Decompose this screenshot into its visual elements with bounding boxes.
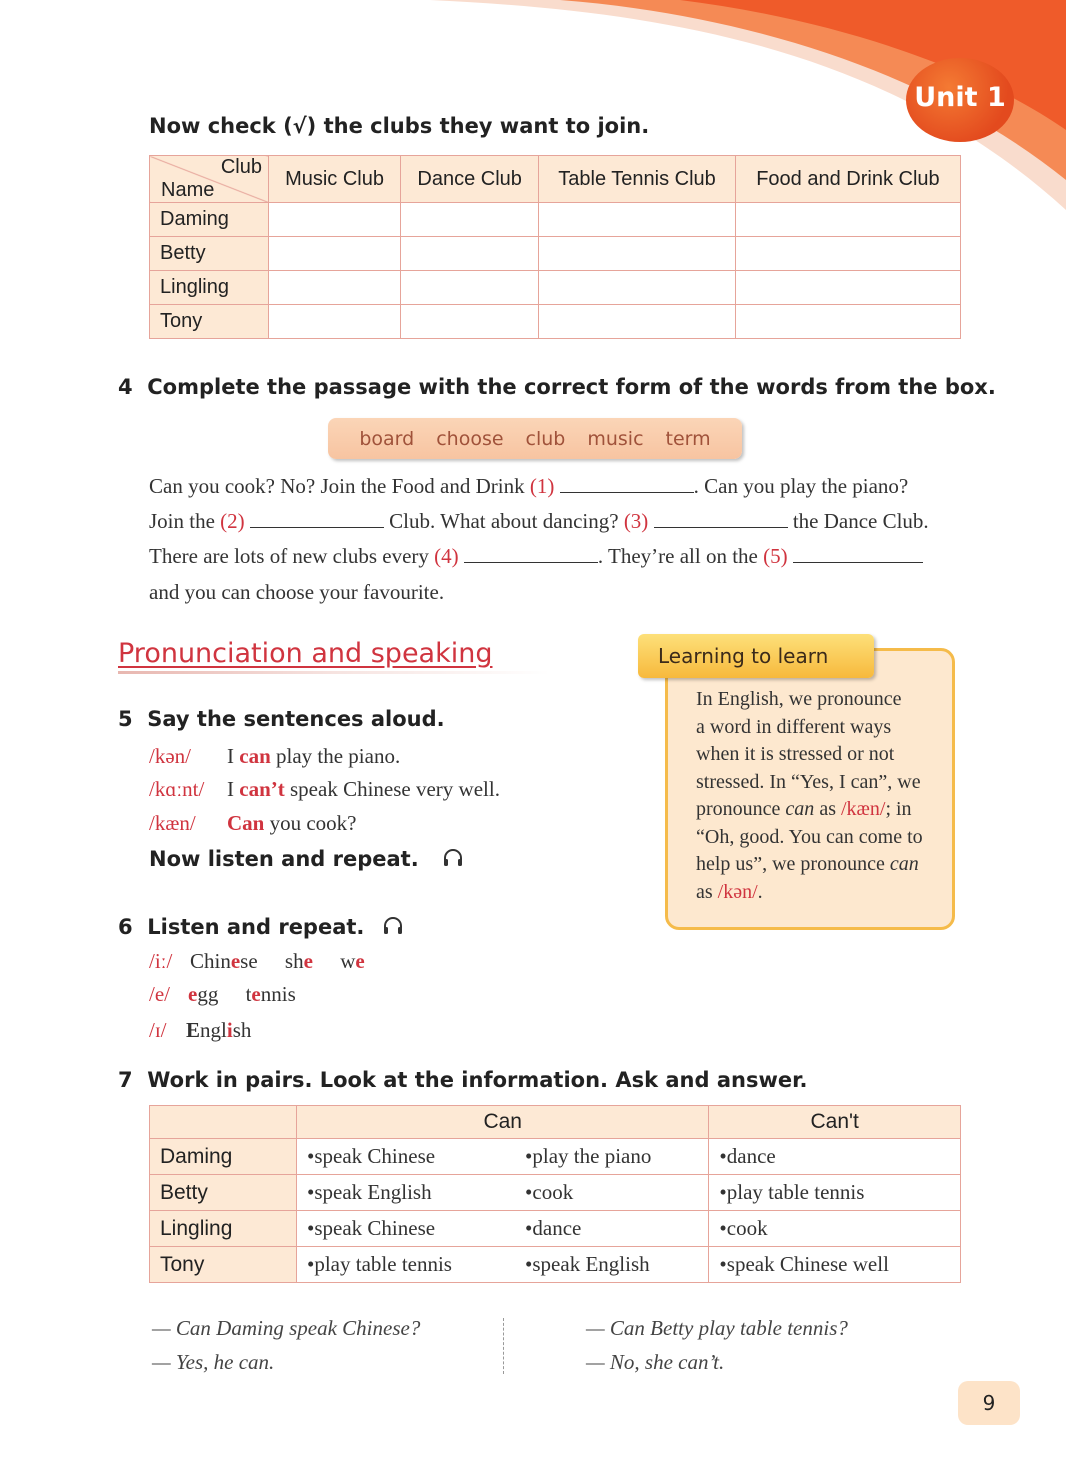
pron-row bbox=[149, 811, 357, 836]
column-header: Dance Club bbox=[401, 156, 539, 203]
check-cell[interactable] bbox=[735, 203, 960, 237]
text: I bbox=[227, 744, 240, 768]
dialog-divider bbox=[503, 1318, 504, 1374]
dialog-question-right: — Can Betty play table tennis? bbox=[586, 1316, 848, 1340]
check-cell[interactable] bbox=[401, 203, 539, 237]
text: t bbox=[245, 982, 252, 1006]
sound-letter: e bbox=[188, 982, 198, 1006]
text: you cook? bbox=[264, 811, 357, 835]
answer-blank-2[interactable] bbox=[250, 509, 384, 528]
text: E bbox=[186, 1018, 201, 1042]
empty-header bbox=[150, 1106, 297, 1139]
check-cell[interactable] bbox=[269, 203, 401, 237]
learning-text bbox=[696, 686, 946, 906]
text: ; in bbox=[885, 798, 912, 820]
passage-line-1 bbox=[149, 474, 908, 499]
column-header: Food and Drink Club bbox=[735, 156, 960, 203]
row-name: Betty bbox=[150, 1175, 297, 1211]
can-item: •cook bbox=[515, 1175, 709, 1211]
exercise-number: 6 bbox=[118, 915, 133, 939]
headphones-icon[interactable] bbox=[442, 847, 464, 869]
exercise-number: 4 bbox=[118, 375, 133, 399]
dialog-answer-left: — Yes, he can. bbox=[152, 1350, 275, 1374]
learning-line bbox=[696, 796, 946, 824]
sound-letter: e bbox=[303, 949, 313, 973]
text: se bbox=[240, 949, 258, 973]
check-cell[interactable] bbox=[735, 237, 960, 271]
learning-line: In English, we pronounce bbox=[696, 688, 902, 710]
text: play the piano. bbox=[270, 744, 401, 768]
can-item: •dance bbox=[515, 1211, 709, 1247]
can-item: •play the piano bbox=[515, 1139, 709, 1175]
learning-line: stressed. In “Yes, I can”, we bbox=[696, 770, 921, 793]
can-item: •speak English bbox=[515, 1247, 709, 1283]
row-name: Lingling bbox=[150, 271, 269, 305]
sound-letter: i bbox=[226, 1018, 233, 1042]
text: as bbox=[696, 880, 718, 903]
row-name: Daming bbox=[150, 203, 269, 237]
check-cell[interactable] bbox=[735, 305, 960, 339]
exercise-instruction: Complete the passage with the correct form of the words from the box. bbox=[147, 375, 996, 399]
row-name: Betty bbox=[150, 237, 269, 271]
text: Chin bbox=[190, 949, 231, 973]
answer-blank-4[interactable] bbox=[464, 544, 598, 563]
exercise-7-heading bbox=[118, 1068, 807, 1092]
row-name: Lingling bbox=[150, 1211, 297, 1247]
sound-row bbox=[149, 949, 365, 974]
answer-blank-1[interactable] bbox=[560, 474, 694, 493]
table-row bbox=[150, 1247, 961, 1283]
check-cell[interactable] bbox=[269, 305, 401, 339]
row-name: Daming bbox=[150, 1139, 297, 1175]
check-cell[interactable] bbox=[401, 271, 539, 305]
text: sh bbox=[232, 1018, 252, 1042]
passage-text: There are lots of new clubs every bbox=[149, 544, 435, 568]
corner-top-label: Club bbox=[220, 156, 262, 178]
can-item: •play table tennis bbox=[297, 1247, 516, 1283]
check-cell[interactable] bbox=[269, 271, 401, 305]
check-cell[interactable] bbox=[539, 237, 736, 271]
exercise-instruction: Work in pairs. Look at the information. Ask and answer. bbox=[147, 1068, 808, 1092]
cant-item: •cook bbox=[709, 1211, 961, 1247]
sound-row bbox=[149, 1018, 251, 1043]
exercise-6-heading bbox=[118, 915, 404, 939]
sound-letter: e bbox=[251, 982, 261, 1006]
sound-letter: e bbox=[355, 949, 365, 973]
table-row bbox=[150, 271, 961, 305]
cant-item: •speak Chinese well bbox=[709, 1247, 961, 1283]
ipa-symbol: /kɑːnt/ bbox=[149, 777, 205, 801]
passage-text: Join the bbox=[149, 509, 221, 533]
word-box bbox=[328, 418, 742, 459]
exercise-instruction: Say the sentences aloud. bbox=[147, 707, 445, 731]
cant-item: •play table tennis bbox=[709, 1175, 961, 1211]
check-instruction: Now check (√) the clubs they want to join. bbox=[149, 114, 650, 138]
table-row bbox=[150, 1211, 961, 1247]
word-item: music bbox=[587, 427, 644, 450]
text: w bbox=[340, 949, 356, 973]
passage-text: Can you cook? No? Join the Food and Drink bbox=[149, 474, 530, 498]
can-item: •speak Chinese bbox=[297, 1139, 516, 1175]
table-row bbox=[150, 1175, 961, 1211]
ipa-symbol: /kæn/ bbox=[149, 811, 196, 835]
unit-badge: Unit 1 bbox=[906, 58, 1014, 142]
ipa-symbol: /ɪ/ bbox=[149, 1018, 167, 1042]
table-row bbox=[150, 237, 961, 271]
text: speak Chinese very well. bbox=[284, 777, 500, 801]
learning-line: when it is stressed or not bbox=[696, 743, 895, 765]
text: help us”, we pronounce bbox=[696, 853, 890, 875]
row-name: Tony bbox=[150, 305, 269, 339]
club-table bbox=[149, 155, 961, 339]
text: gg bbox=[197, 982, 219, 1006]
blank-number: (5) bbox=[763, 544, 788, 568]
stressed-word: can’t bbox=[239, 777, 285, 801]
ipa-symbol: /iː/ bbox=[149, 949, 173, 973]
learning-line: a word in different ways bbox=[696, 715, 892, 738]
check-cell[interactable] bbox=[401, 237, 539, 271]
page-number: 9 bbox=[958, 1381, 1020, 1425]
dialog-question-left: — Can Daming speak Chinese? bbox=[152, 1316, 421, 1340]
passage-text: Club. What about dancing? bbox=[383, 509, 624, 533]
ipa-text: /kæn/ bbox=[840, 798, 886, 820]
stressed-word: Can bbox=[227, 811, 265, 835]
table-row bbox=[150, 305, 961, 339]
exercise-number: 5 bbox=[118, 707, 133, 731]
learning-line: “Oh, good. You can come to bbox=[696, 825, 923, 848]
learning-tab: Learning to learn bbox=[638, 634, 874, 678]
sound-letter: e bbox=[230, 949, 241, 973]
headphones-icon[interactable] bbox=[382, 915, 404, 937]
passage-text: the Dance Club. bbox=[787, 509, 929, 533]
column-header: Table Tennis Club bbox=[539, 156, 736, 203]
text: pronounce bbox=[696, 798, 786, 820]
check-cell[interactable] bbox=[269, 237, 401, 271]
sound-row bbox=[149, 982, 296, 1007]
text: nnis bbox=[260, 982, 296, 1006]
pron-row bbox=[149, 777, 500, 802]
header-cant: Can't bbox=[709, 1106, 961, 1139]
text: Now listen and repeat. bbox=[149, 847, 419, 871]
ipa-symbol: /kən/ bbox=[149, 744, 191, 768]
text: ngl bbox=[200, 1018, 227, 1042]
exercise-number: 7 bbox=[118, 1068, 133, 1092]
passage-line-2 bbox=[149, 509, 929, 534]
check-cell[interactable] bbox=[401, 305, 539, 339]
learning-line bbox=[696, 851, 946, 879]
answer-blank-3[interactable] bbox=[654, 509, 788, 528]
passage-line-4: and you can choose your favourite. bbox=[149, 580, 445, 604]
blank-number: (1) bbox=[529, 474, 555, 498]
text: as bbox=[814, 798, 841, 820]
exercise-5-heading bbox=[118, 707, 445, 731]
word-item: board bbox=[359, 427, 415, 450]
listen-instruction bbox=[149, 847, 464, 871]
learning-line bbox=[696, 879, 946, 907]
corner-bottom-label: Name bbox=[161, 179, 215, 201]
can-item: •speak Chinese bbox=[297, 1211, 516, 1247]
text: can bbox=[785, 798, 815, 820]
text: can bbox=[889, 853, 919, 875]
exercise-instruction: Listen and repeat. bbox=[147, 915, 365, 939]
ipa-text: /kən/ bbox=[717, 880, 758, 903]
section-rule bbox=[118, 671, 550, 674]
check-cell[interactable] bbox=[735, 271, 960, 305]
pron-row bbox=[149, 744, 400, 769]
table-row bbox=[150, 1139, 961, 1175]
table-corner-cell bbox=[150, 156, 269, 203]
row-name: Tony bbox=[150, 1247, 297, 1283]
blank-number: (2) bbox=[220, 509, 245, 533]
blank-number: (4) bbox=[434, 544, 459, 568]
blank-number: (3) bbox=[623, 509, 649, 533]
table-row bbox=[150, 203, 961, 237]
ability-table bbox=[149, 1105, 961, 1283]
stressed-word: can bbox=[239, 744, 271, 768]
word-item: term bbox=[665, 427, 711, 450]
check-cell[interactable] bbox=[539, 271, 736, 305]
check-cell[interactable] bbox=[539, 203, 736, 237]
column-header: Music Club bbox=[269, 156, 401, 203]
section-title: Pronunciation and speaking bbox=[118, 638, 493, 669]
text: sh bbox=[284, 949, 304, 973]
can-item: •speak English bbox=[297, 1175, 516, 1211]
passage-text: . Can you play the piano? bbox=[693, 474, 909, 498]
exercise-4-heading bbox=[118, 375, 996, 399]
header-can: Can bbox=[297, 1106, 709, 1139]
answer-blank-5[interactable] bbox=[793, 544, 923, 563]
text: I bbox=[227, 777, 240, 801]
cant-item: •dance bbox=[709, 1139, 961, 1175]
word-item: club bbox=[525, 427, 566, 450]
check-cell[interactable] bbox=[539, 305, 736, 339]
dialog-answer-right: — No, she can’t. bbox=[586, 1350, 725, 1374]
word-item: choose bbox=[436, 427, 504, 450]
text: . bbox=[757, 880, 763, 903]
ipa-symbol: /e/ bbox=[149, 982, 170, 1006]
passage-text: . They’re all on the bbox=[597, 544, 764, 568]
passage-line-3 bbox=[149, 544, 923, 569]
